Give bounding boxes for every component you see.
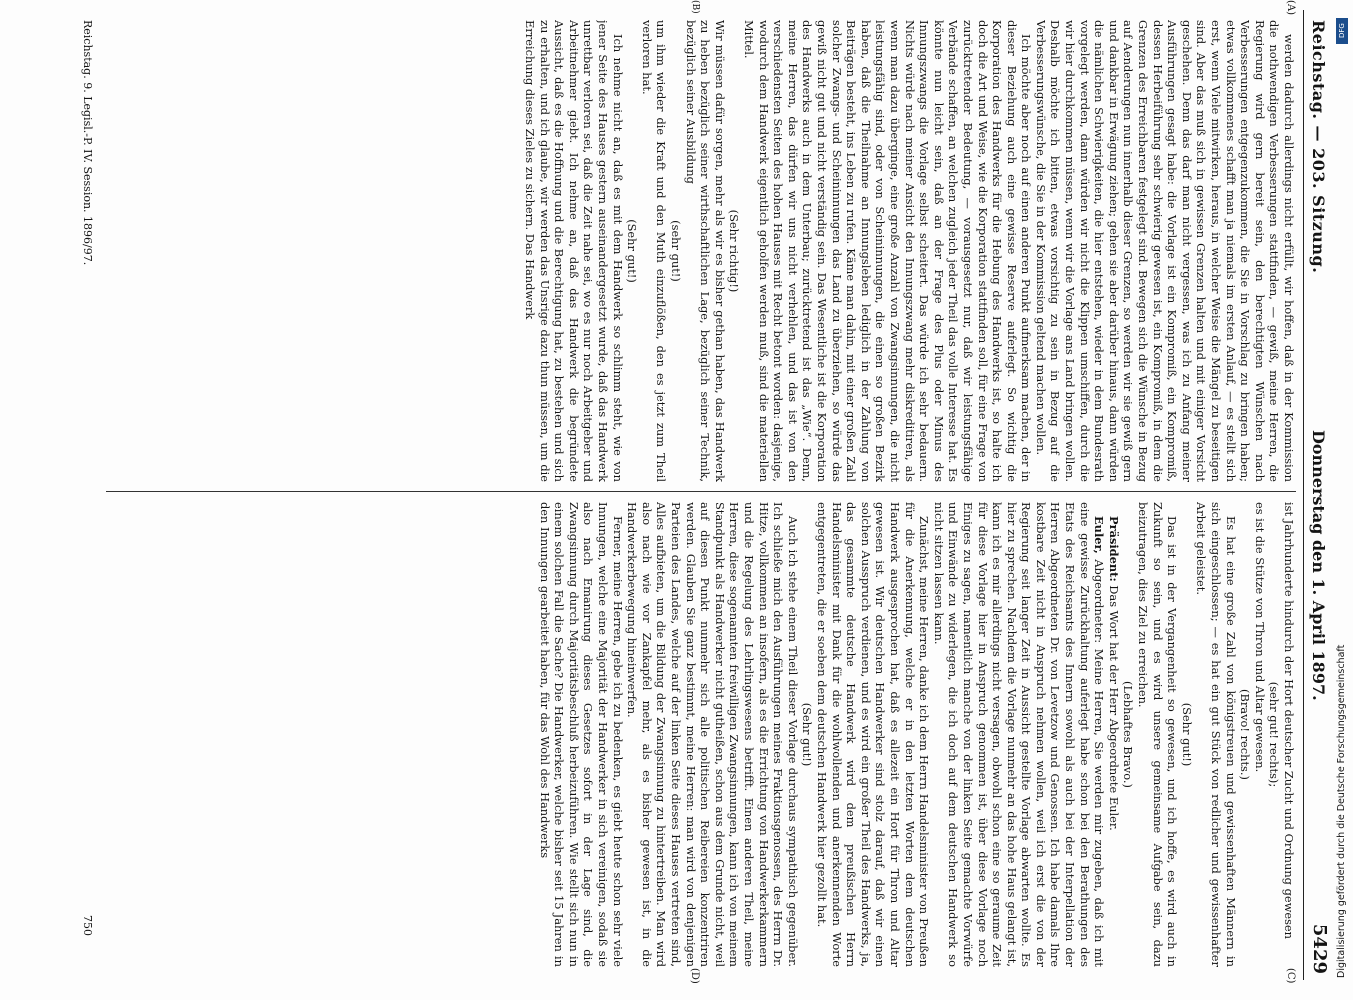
margin-mark-a: (A) [1285,0,1296,16]
paragraph: Ich nehme nicht an, daß es mit dem Handwerk so schlimm steht, wie von jener Seite des Hauses gestern auseinandergesetzt wurde, daß das Handwerk unrettbar verloren sei, daß die Zeit nahe sei, wo es nur noch Arbeitgeber und Arbeitnehmer giebt. Ich nehme an, daß das Handwerk die begründete Aussicht, daß es die Hoffnung und die Berechtigung hat, zu bestehen und sich zu erhalten, und ich glaube, wir werden das Unsrige dazu thun müssen, um die Erreichung dieses Zieles zu sichern. Das Handwerk [523,20,625,482]
paragraph: werden dadurch allerdings nicht erfüllt, wir hoffen, daß in der Kommission die nothwendigen Verbesserungen stattfinden, — gewiß, meine Herren, die Regierung wird gern bereit sein, den berechtigten Wünschen nach Verbesserungen entgegenzukommen, die Sie in Vorschlag zu bringen haben; etwas vollkommenes schafft man ja niemals im ersten Anlauf, — es stellt sich erst, wenn Viele mitwirken, heraus, in welcher Weise die Mängel zu beseitigen sind. Aber das muß sich in gewissen Grenzen halten und mit einiger Vorsicht geschehen. Denn das darf man nicht vergessen, was ich zu Anfang meiner Ausführungen gesagt habe: die Vorlage ist ein Kompromiß, ein Kompromiß, dessen Herbeiführung sehr schwierig gewesen ist, ein Kompromiß, in dem die Grenzen des Erreichbaren festgelegt sind. Bewegen sich die Wünsche in Bezug auf Aenderungen nun innerhalb dieser Grenzen, so werden wir sie gewiß gern und dankbar in Erwägung ziehen; gehen sie aber darüber hinaus, dann würden die nämlichen Schwierigkeiten, die hier entstehen, wieder in dem Bundesrath vorgelegt werden, dann würden wir nicht die Klippen umschiffen, durch die wir hier durchkommen müssen, wenn wir die Vorlage ans Land bringen wollen. Deshalb möchte ich bitten, etwas vorsichtig zu sein in Bezug auf die Verbesserungswünsche, die Sie in der Kommission geltend machen wollen. [1033,20,1296,482]
rotated-content [15,0,1330,984]
paragraph: (Lebhaftes Bravo.) [1121,681,1136,788]
paragraph: (Sehr richtig!) [727,209,742,293]
paragraph: Zunächst, meine Herren, danke ich dem Herrn Handelsminister von Preußen für die Anerkennung, welche er in den letzten Worten dem deutschen Handwerk ausgesprochen hat, daß es allezeit ein Hort für Thron und Altar gewesen ist. Wir deutschen Handwerker sind stolz darauf, daß wir einen solchen Ausspruch verdienen, und es wird ein großer Theil des Handwerks, ja, das gesammte deutsche Handwerk wird dem preußischen Herrn Handelsminister mit Dank für die wohlwollenden und anerkennenden Worte entgegentreten, die er soeben dem deutschen Handwerk hier gezollt hat. [815,502,932,967]
margin-mark-b: (B) [690,0,700,14]
speaker-name: Euler, [1092,516,1107,554]
paragraph: es ist die Stütze von Thron und Altar gewesen. [1252,502,1267,773]
paragraph: Ich möchte aber noch auf einen anderen Punkt aufmerksam machen, der in dieser Beziehung auch eine gewisse Reserve auferlegt. So wichtig die Korporation des Handwerks für die Hebung des Handwerks ist, so halte ich doch die Art und Weise, wie die Korporation stattfinden soll, für eine Frage von zurücktretender Bedeutung, — vorausgesetzt nur, daß wir leistungsfähige Verbände schaffen, an welchen zugleich jeder Theil das volle Interesse hat. Es könnte nun leicht sein, daß an der Frage des Plus oder Minus des Innungszwangs die Vorlage selbst scheitert. Das würde ich sehr bedauern. Nichts würde nach meiner Ansicht den Innungszwang mehr diskreditiren, als wenn man dazu überginge, eine große Anzahl von Zwangsinnungen, die nicht leistungsfähig sind, oder von Scheininnungen, die einen so großen Bezirk haben, daß die Theilnahme an Innungsleben lediglich in der Zahlung von Beiträgen besteht, ins Leben zu rufen. Käme man dahin, mit einer großen Zahl solcher Zwangs- und Scheininnungen das Land zu überziehen, so würde das gewiß nicht gut und nicht verständig sein. Das Wesentliche ist die Korporation des Handwerks auch in dem Unterbau; zurücktretend ist das „Wie“. Denn, meine Herren, das dürfen wir uns nicht verhehlen, und das ist von den verschiedensten Seiten des hohen Hauses mit Recht betont worden: dasjenige, wodurch dem Handwerk eigentlich geholfen werden muß, sind die materiellen Mittel. [742,20,1034,482]
page-number: 5429 [1309,923,1330,974]
margin-mark-c: (C) [1285,968,1296,984]
paragraph: (Sehr gut!) [625,219,640,283]
page-header [1303,10,1330,980]
paragraph: (Sehr gut!) [800,702,815,767]
paragraph: Ferner, meine Herren, gebe ich zu bedenken, es giebt heute schon sehr viele Innungen, welche eine Majorität der Handwerker in sich vereinigen, sodaß sie also nach Emanirung dieses Gesetzes sofort in der Lage sind, die Zwangsinnung durch Majoritätsbeschluß herbeizuführen. Wie stellt sich nun in einem solchen Fall die Sache? Die Handwerker, welche bisher seit 15 Jahren in den Innungen gearbeitet haben, für das Wohl des Handwerks [537,502,625,967]
paragraph: (Bravo! rechts.) [1238,689,1253,780]
dfg-logo: DFG [1336,18,1348,44]
margin-mark-d: (D) [689,968,700,984]
footer-page-code: 750 [81,915,94,936]
text-column-left [96,20,1296,482]
paragraph: (sehr gut!) [669,220,684,282]
header-date: Donnerstag den 1. April 1897. [1309,430,1328,701]
speaker-name: Präsident: [1106,516,1121,582]
page-footer: Reichstag. 9. Legisl.-P. IV. Session. 1896/97. [81,20,94,266]
digitization-note: Digitalisierung gefördert durch die Deutsche Forschungsgemeinschaft [1336,644,1347,978]
column-divider [106,491,1296,492]
paragraph: Auch ich stehe einem Theil dieser Vorlage durchaus sympathisch gegenüber. Ich schließe mich den Ausführungen meines Fraktionsgenossen, des Herrn Dr. Hitze, vollkommen an insofern, als es die Errichtung von Handwerkerkammern und die Regelung des Lehrlingswesens betrifft. Einen anderen Theil, meine Herren, diese sogenannten freiwilligen Zwangsinnungen, kann ich von meinem Standpunkt als Handwerker nicht gutheißen, schon aus dem Grunde nicht, weil auf diesen Punkt nunmehr sich alle politischen Reibereien konzentriren werden. Glauben Sie ganz bestimmt, meine Herren: man wird von denjenigen Parteien des Landes, welche auf der linken Seite dieses Hauses vertreten sind, Alles aufbieten, um die Bildung der Zwangsinnung zu hintertreiben. Man wird also nach wie vor Zankapfel mehr, als es bisher gewesen ist, in die Handwerkerbewegung hineinwerfen. [625,502,800,967]
paragraph: Präsident: Das Wort hat der Herr Abgeordnete Euler. [1106,516,1121,831]
paragraph: ist Jahrhunderte hindurch der Hort deutscher Zucht und Ordnung gewesen [1282,502,1296,940]
paragraph: Das ist in der Vergangenheit so gewesen, und ich hoffe, es wird auch in Zukunft so sein, und es wird unsere gemeinsame Aufgabe sein, dazu beizutragen, dies Ziel zu erreichen. [1136,502,1180,967]
paragraph: (sehr gut! rechts); [1267,681,1282,788]
paragraph: Wir müssen dafür sorgen, mehr als wir es bisher gethan haben, das Handwerk zu heben bezüglich seiner wirthschaftlichen Lage, bezüglich seiner Technik, bezüglich seiner Ausbildung [683,20,727,482]
paragraph: (Sehr gut!) [1179,702,1194,767]
paragraph: um ihm wieder die Kraft und den Muth einzuflößen, den es jetzt zum Theil verloren hat. [639,20,669,482]
paragraph: Euler, Abgeordneter: Meine Herren, Sie werden mir zugeben, daß ich mit eine gewisse Zurückhaltung auferlegt habe schon bei den Berathungen des Etats des Reichsamts des Innern sowohl als auch bei der Interpellation der Herren Abgeordneten Dr. von Levetzow und Genossen. Ich habe damals Ihre kostbare Zeit nicht in Anspruch nehmen wollen, weil ich erst die von der Regierung seit langer Zeit in Aussicht gestellte Vorlage abwarten wollte. Es hier zu sprechen. Nachdem die Vorlage nunmehr an das hohe Haus gelangt ist, kann ich es mir allerdings nicht versagen, obwohl schon eine so geraume Zeit für diese Vorlage hier in Anspruch genommen ist, über diese Vorlage noch Einiges zu sagen, namentlich manche von der linken Seite gemachte Vorwürfe und Einwände zu widerlegen, die ich doch auf dem deutschen Handwerk so nicht sitzen lassen kann. [931,502,1107,967]
digitization-sidebar [1336,18,1348,998]
text-column-right [96,502,1296,967]
paragraph: Es hat eine große Zahl von königstreuen und gewissenhaften Männern in sich eingeschlossen; — es hat ein gut Stück von redlicher und gewissenhafter Arbeit geleistet. [1194,502,1238,967]
header-session: Reichstag. — 203. Sitzung. [1309,20,1328,274]
